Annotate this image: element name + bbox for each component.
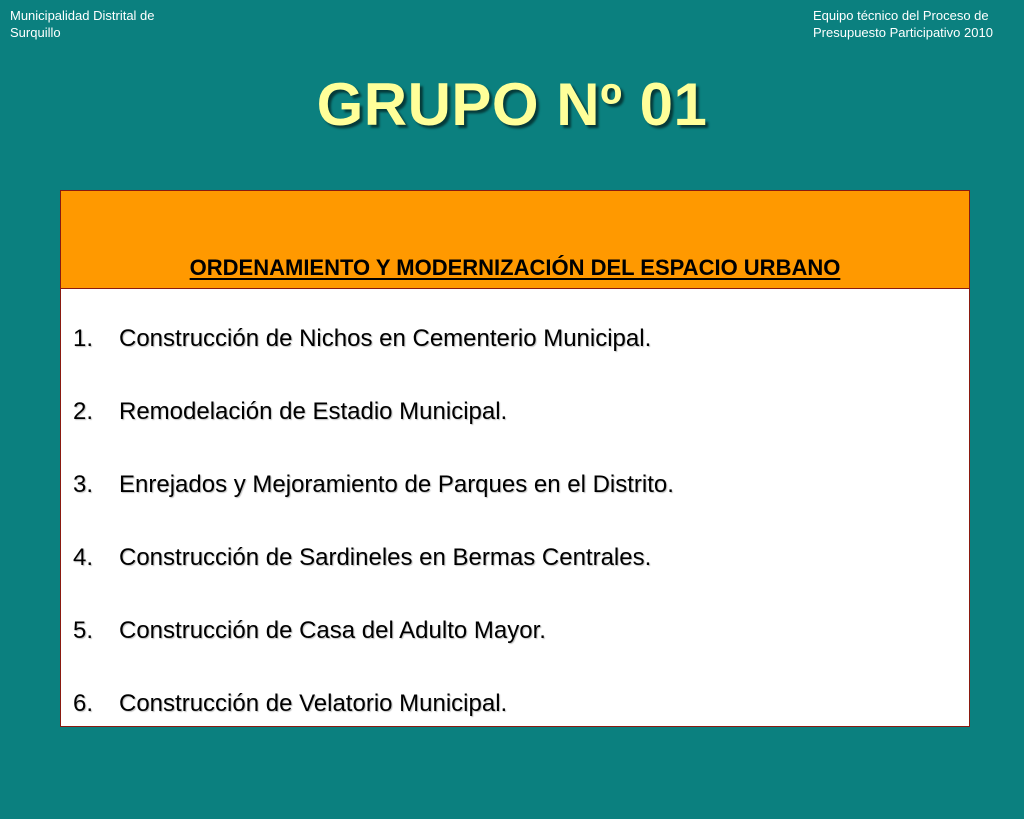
item-text: Construcción de Velatorio Municipal. xyxy=(119,690,508,717)
header-right-line1: Equipo técnico del Proceso de xyxy=(813,8,989,23)
project-list xyxy=(73,325,674,763)
item-number: 3. xyxy=(73,471,94,498)
header-left xyxy=(10,7,210,41)
list-item xyxy=(73,398,674,471)
slide-title: GRUPO Nº 01 xyxy=(316,71,708,138)
list-item xyxy=(73,471,674,544)
item-text: Construcción de Nichos en Cementerio Municipal. xyxy=(119,325,652,352)
header-left-line2: Surquillo xyxy=(10,25,61,40)
item-number: 6. xyxy=(73,690,94,717)
list-item xyxy=(73,544,674,617)
list-item xyxy=(73,325,674,398)
item-text: Construcción de Casa del Adulto Mayor. xyxy=(119,617,546,644)
heading-band xyxy=(61,191,969,289)
header-left-line1: Municipalidad Distrital de xyxy=(10,8,155,23)
content-box xyxy=(60,190,970,727)
header-right xyxy=(813,7,1018,41)
section-heading: ORDENAMIENTO Y MODERNIZACIÓN DEL ESPACIO URBANO xyxy=(189,255,841,280)
item-number: 2. xyxy=(73,398,94,425)
item-text: Construcción de Sardineles en Bermas Centrales. xyxy=(119,544,652,571)
item-number: 1. xyxy=(73,325,94,352)
item-number: 5. xyxy=(73,617,94,644)
item-text: Remodelación de Estadio Municipal. xyxy=(119,398,508,425)
item-number: 4. xyxy=(73,544,94,571)
header-right-line2: Presupuesto Participativo 2010 xyxy=(813,25,993,40)
item-text: Enrejados y Mejoramiento de Parques en el Distrito. xyxy=(119,471,674,498)
list-item xyxy=(73,617,674,690)
list-item xyxy=(73,690,674,763)
